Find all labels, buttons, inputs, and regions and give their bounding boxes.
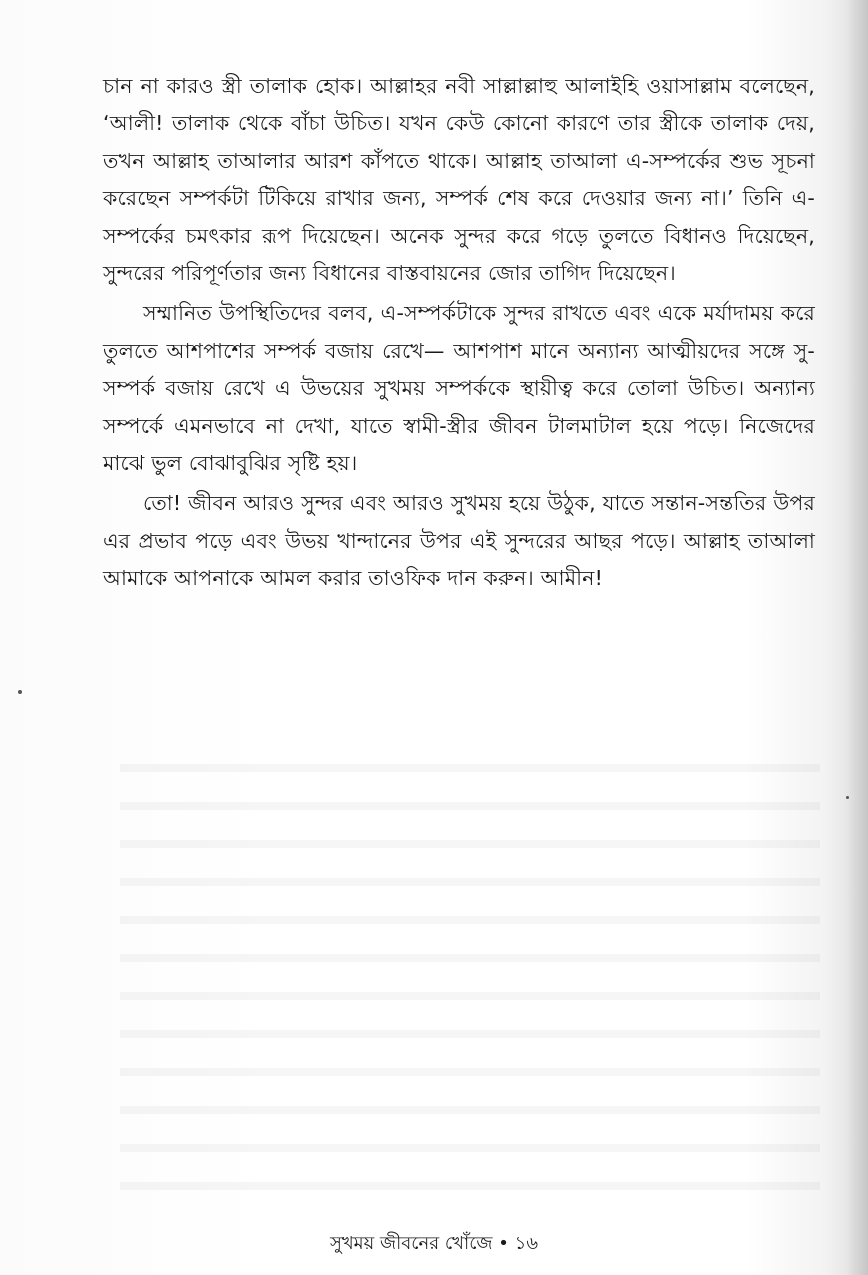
margin-speck xyxy=(18,690,22,694)
footer-separator: • xyxy=(498,1233,509,1254)
page-number: ১৬ xyxy=(514,1233,539,1254)
paragraph-3: তো! জীবন আরও সুন্দর এবং আরও সুখময় হয়ে উঠুক, যাতে সন্তান-সন্ততির উপর এর প্রভাব পড়ে এবং উভয় খান্দানের উপর এই সুন্দরের আছর পড়ে। আল্লাহ তাআলা আমাকে আপনাকে আমল করার তাওফিক দান করুন। আমীন! xyxy=(103,491,815,591)
reverse-page-bleed xyxy=(120,740,820,1210)
paragraph-1: চান না কারও স্ত্রী তালাক হোক। আল্লাহর নবী সাল্লাল্লাহু আলাইহি ওয়াসাল্লাম বলেছেন, ‘আলী! তালাক থেকে বাঁচা উচিত। যখন কেউ কোনো কারণে তার স্ত্রীকে তালাক দেয়, তখন আল্লাহ তাআলার আরশ কাঁপতে থাকে। আল্লাহ তাআলা এ-সম্পর্কের শুভ সূচনা করেছেন সম্পর্কটা টিকিয়ে রাখার জন্য, সম্পর্ক শেষ করে দেওয়ার জন্য না।’ তিনি এ-সম্পর্কের চমৎকার রূপ দিয়েছেন। অনেক সুন্দর করে গড়ে তুলতে বিধানও দিয়েছেন, সুন্দরের পরিপূর্ণতার জন্য বিধানের বাস্তবায়নের জোর তাগিদ দিয়েছেন। xyxy=(103,74,815,286)
page-footer xyxy=(0,1232,868,1256)
body-text xyxy=(103,68,815,598)
page-edge-shadow xyxy=(846,0,868,1275)
paragraph-2: সম্মানিত উপস্থিতিদের বলব, এ-সম্পর্কটাকে সুন্দর রাখতে এবং একে মর্যাদাময় করে তুলতে আশপাশের সম্পর্ক বজায় রেখে— আশপাশ মানে অন্যান্য আত্মীয়দের সঙ্গে সু-সম্পর্ক বজায় রেখে এ উভয়ের সুখময় সম্পর্ককে স্থায়ীত্ব করে তোলা উচিত। অন্যান্য সম্পর্কে এমনভাবে না দেখা, যাতে স্বামী-স্ত্রীর জীবন টালমাটাল হয়ে পড়ে। নিজেদের মাঝে ভুল বোঝাবুঝির সৃষ্টি হয়। xyxy=(103,301,815,476)
footer-book-title: সুখময় জীবনের খোঁজে xyxy=(329,1233,493,1254)
margin-speck xyxy=(846,796,849,799)
